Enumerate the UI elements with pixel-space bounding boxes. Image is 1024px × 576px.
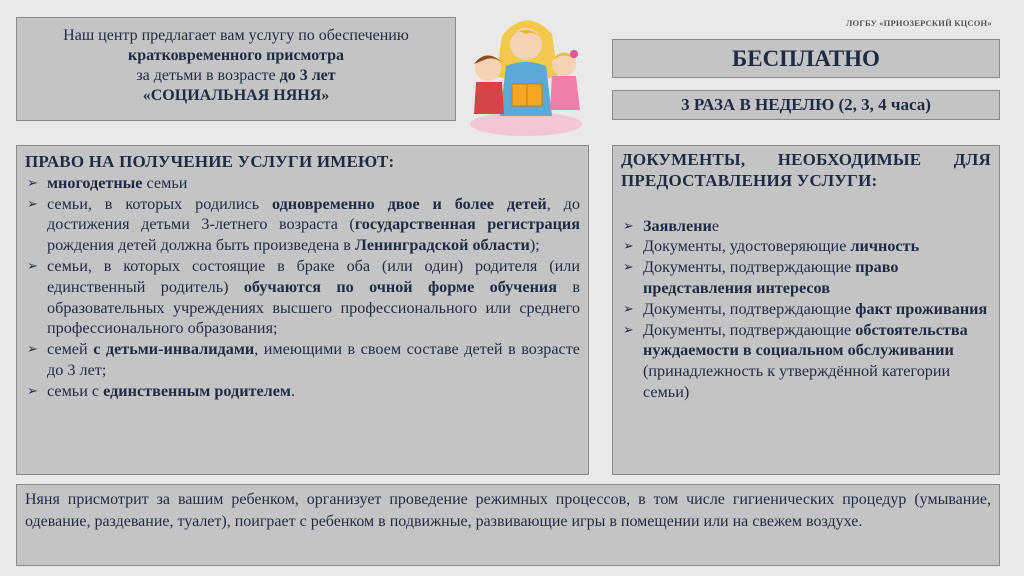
nanny-duties-box: Няня присмотрит за вашим ребенком, организует проведение режимных процессов, в том числе гигиенических процедур (умывание, одевание, раздевание, туалет), поиграет с ребенком в подвижные, развивающие игры в помещении или на свежем воздухе. — [16, 484, 1000, 566]
intro-line-1: Наш центр предлагает вам услугу по обеспечению — [63, 27, 409, 44]
list-item: ➢ семьи с единственным родителем. — [27, 381, 296, 400]
eligibility-list — [25, 173, 580, 402]
frequency-banner: 3 РАЗА В НЕДЕЛЮ (2, 3, 4 часа) — [612, 90, 1000, 120]
organization-label: ЛОГБУ «ПРИОЗЕРСКИЙ КЦСОН» — [846, 18, 992, 28]
list-item: ➢ семьи, в которых состоящие в браке оба (или один) родителя (или единственный родитель) обучаются по очной форме обучения в образовательных учреждениях высшего профессионального или среднего профессионального образования; — [27, 256, 580, 338]
list-item: ➢ семьи, в которых родились одновременно двое и более детей, до достижения детьми 3-летнего возраста (государственная регистрация рождения детей должна быть произведена в Ленинградской области); — [27, 194, 580, 255]
list-item: ➢ многодетные семьи — [27, 173, 188, 192]
list-item: ➢ семей с детьми-инвалидами, имеющими в своем составе детей в возрасте до 3 лет; — [27, 340, 580, 379]
list-item: ➢ Документы, подтверждающие факт проживания — [623, 299, 988, 318]
bullet-arrow-icon: ➢ — [27, 341, 38, 357]
intro-box — [16, 17, 456, 121]
intro-line-3: за детьми в возрасте до 3 лет — [136, 67, 336, 84]
bullet-arrow-icon: ➢ — [27, 195, 38, 211]
intro-line-2: кратковременного присмотра — [128, 47, 344, 64]
intro-line-4: «СОЦИАЛЬНАЯ НЯНЯ» — [142, 87, 330, 104]
bullet-arrow-icon: ➢ — [27, 382, 38, 398]
list-item: ➢ Заявление — [623, 216, 720, 235]
bullet-arrow-icon: ➢ — [27, 174, 38, 190]
nanny-illustration — [462, 6, 590, 138]
documents-box — [612, 145, 1000, 475]
documents-list — [621, 216, 991, 403]
bullet-arrow-icon: ➢ — [623, 217, 634, 233]
eligibility-box — [16, 145, 589, 475]
bullet-arrow-icon: ➢ — [623, 300, 634, 316]
list-item: ➢ Документы, подтверждающие право представления интересов — [623, 258, 899, 297]
bullet-arrow-icon: ➢ — [623, 238, 634, 254]
documents-heading: ДОКУМЕНТЫ, НЕОБХОДИМЫЕ ДЛЯ ПРЕДОСТАВЛЕНИЯ УСЛУГИ: — [621, 150, 991, 190]
list-item: ➢ Документы, подтверждающие обстоятельства нуждаемости в социальном обслуживании (принадлежность к утверждённой категории семьи) — [623, 320, 968, 401]
bullet-arrow-icon: ➢ — [623, 321, 634, 337]
bullet-arrow-icon: ➢ — [27, 257, 38, 273]
list-item: ➢ Документы, удостоверяющие личность — [623, 237, 920, 256]
bullet-arrow-icon: ➢ — [623, 259, 634, 275]
eligibility-heading: ПРАВО НА ПОЛУЧЕНИЕ УСЛУГИ ИМЕЮТ: — [25, 152, 395, 171]
free-banner: БЕСПЛАТНО — [612, 39, 1000, 78]
